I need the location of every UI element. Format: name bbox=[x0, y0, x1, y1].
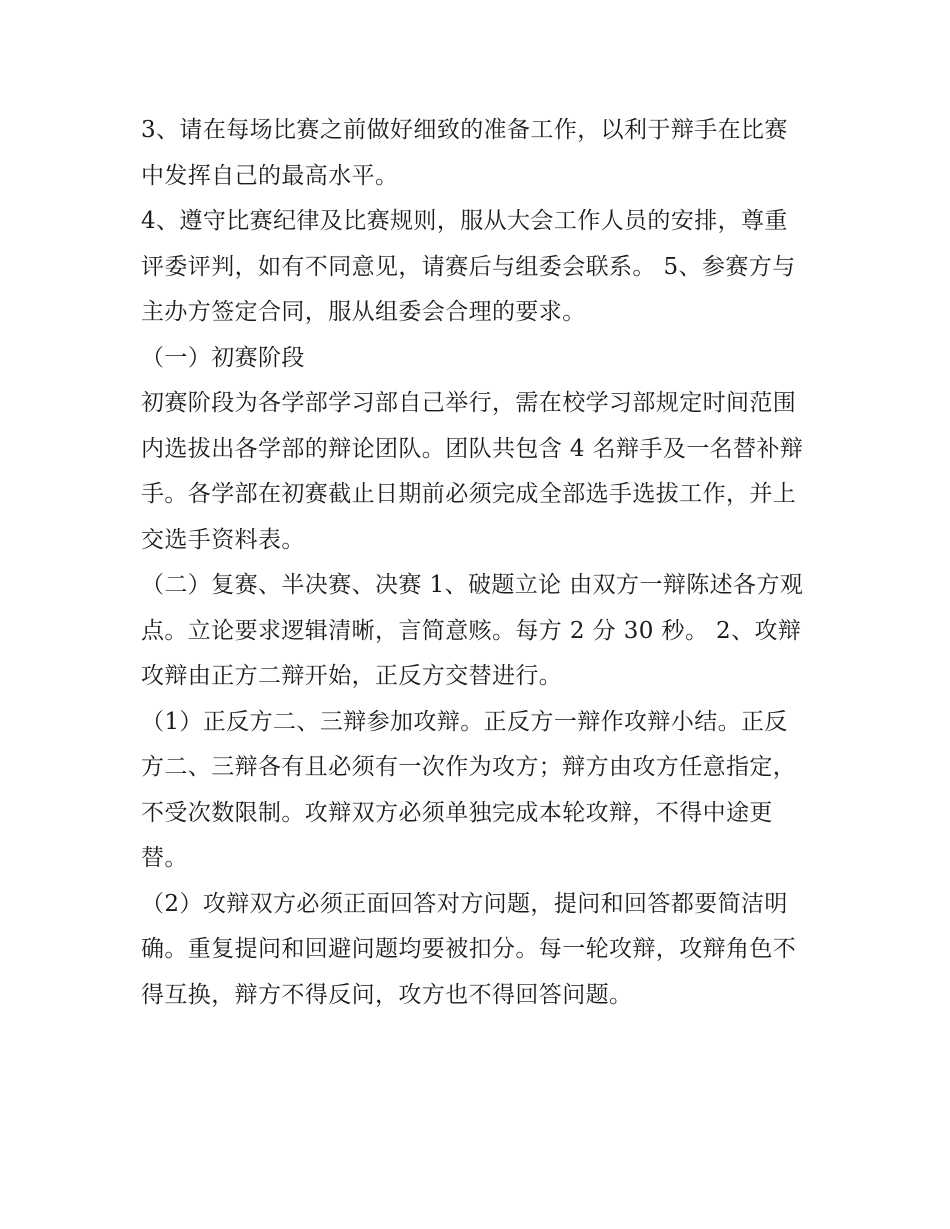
paragraph-cross-exam-1: （1）正反方二、三辩参加攻辩。正反方一辩作攻辩小结。正反方二、三辩各有且必须有一次作为攻方；辩方由攻方任意指定，不受次数限制。攻辩双方必须单独完成本轮攻辩，不得中途更替。 bbox=[141, 708, 797, 871]
paragraph-rule-3: 3、请在每场比赛之前做好细致的准备工作，以利于辩手在比赛中发挥自己的最高水平。 bbox=[141, 117, 788, 189]
paragraph-rule-4-5: 4、遵守比赛纪律及比赛规则，服从大会工作人员的安排，尊重评委评判，如有不同意见，请赛后与组委会联系。 5、参赛方与主办方签定合同，服从组委会合理的要求。 bbox=[141, 208, 796, 325]
paragraph-rematch-final: （二）复赛、半决赛、决赛 1、破题立论 由双方一辩陈述各方观点。立论要求逻辑清晰，言简意赅。每方 2 分 30 秒。 2、攻辩 攻辩由正方二辩开始，正反方交替进行。 bbox=[141, 572, 804, 689]
paragraph-preliminary: 初赛阶段为各学部学习部自己举行，需在校学习部规定时间范围内选拔出各学部的辩论团队。团队共包含 4 名辩手及一名替补辩手。各学部在初赛截止日期前必须完成全部选手选拔工作，并上交选手资料表。 bbox=[141, 390, 804, 553]
paragraph-cross-exam-2: （2）攻辩双方必须正面回答对方问题，提问和回答都要简洁明确。重复提问和回避问题均要被扣分。每一轮攻辩，攻辩角色不得互换，辩方不得反问，攻方也不得回答问题。 bbox=[141, 890, 797, 1008]
section-heading-preliminary: （一）初赛阶段 bbox=[141, 344, 305, 371]
document-body bbox=[141, 108, 811, 1018]
